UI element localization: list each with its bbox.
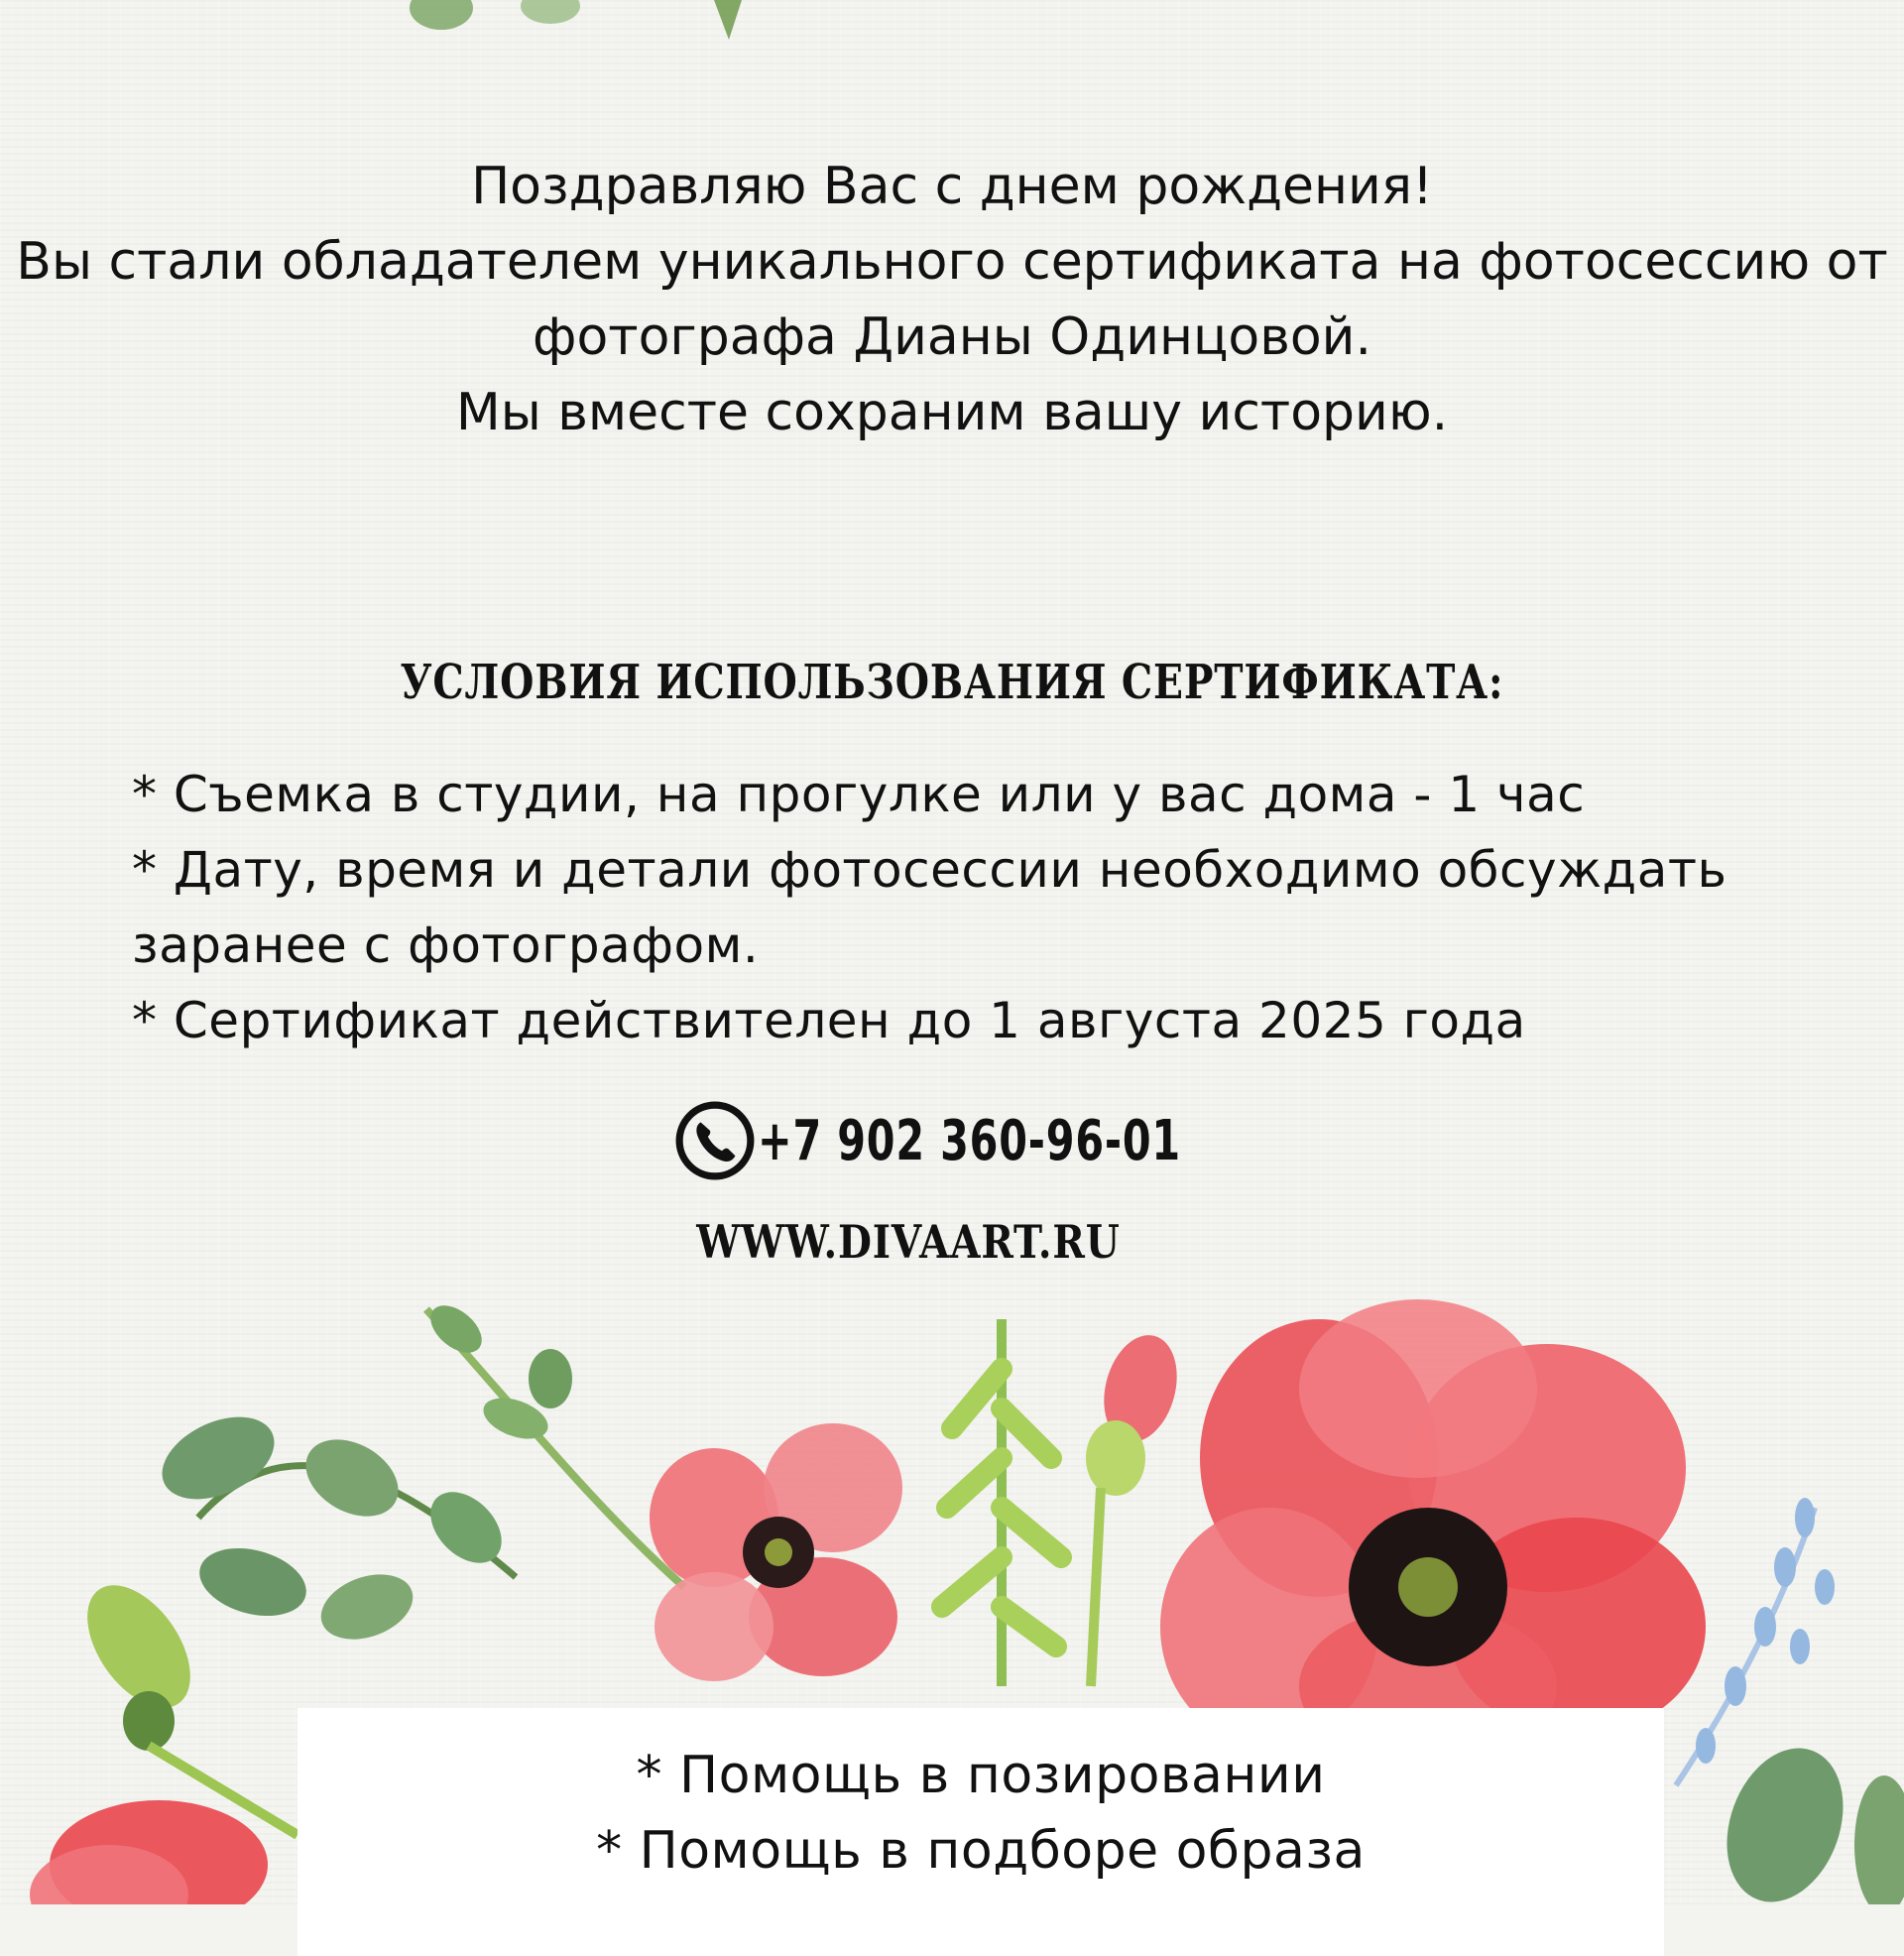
bottom-right-leaves bbox=[1707, 1732, 1904, 1904]
extra-item: * Помощь в позировании bbox=[636, 1746, 1326, 1805]
greeting-line: фотографа Дианы Одинцовой. bbox=[533, 307, 1371, 367]
bottom-left-poppy bbox=[30, 1800, 268, 1904]
phone-number[interactable]: +7 902 360-96-01 bbox=[758, 1108, 1181, 1173]
conditions-title: УСЛОВИЯ ИСПОЛЬЗОВАНИЯ СЕРТИФИКАТА: bbox=[400, 655, 1504, 710]
phone-icon bbox=[674, 1100, 756, 1181]
small-poppy bbox=[650, 1423, 902, 1681]
extra-item: * Помощь в подборе образа bbox=[596, 1821, 1366, 1881]
greeting-line: Мы вместе сохраним вашу историю. bbox=[455, 383, 1449, 442]
phone-contact[interactable] bbox=[674, 1096, 1274, 1185]
extras-list bbox=[298, 1738, 1664, 1889]
condition-item: * Дату, время и детали фотосессии необходимо обсуждать bbox=[132, 841, 1727, 899]
condition-item: * Съемка в студии, на прогулке или у вас дома - 1 час bbox=[132, 766, 1586, 823]
condition-item: заранее с фотографом. bbox=[132, 917, 760, 974]
condition-item: * Сертификат действителен до 1 августа 2025 года bbox=[132, 992, 1526, 1049]
greeting-text bbox=[0, 149, 1904, 450]
greeting-line: Вы стали обладателем уникального сертификата на фотосессию от bbox=[16, 232, 1888, 292]
greeting-line: Поздравляю Вас с днем рождения! bbox=[471, 157, 1433, 216]
conditions-list bbox=[132, 757, 1818, 1058]
large-poppy bbox=[1160, 1299, 1706, 1766]
website-link[interactable]: WWW.DIVAART.RU bbox=[696, 1215, 1121, 1269]
top-leaves bbox=[410, 0, 742, 40]
